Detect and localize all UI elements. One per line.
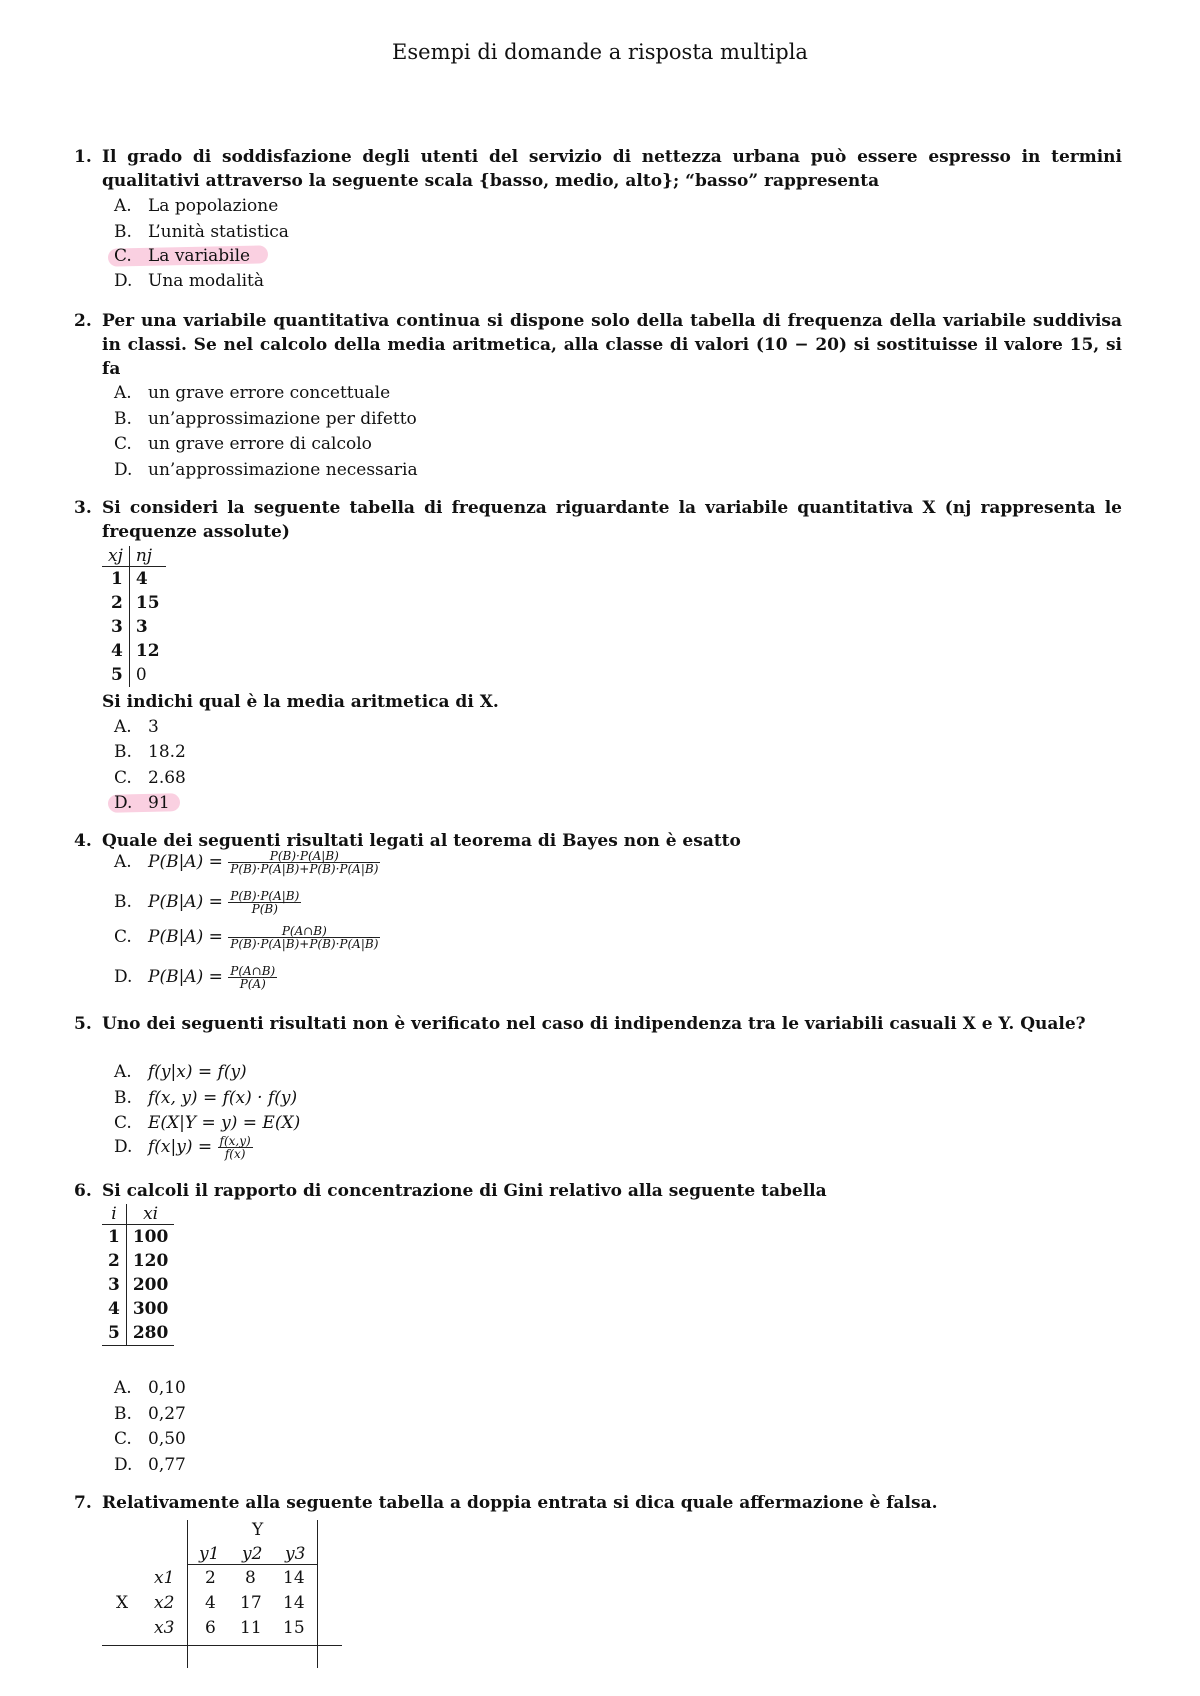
table-row: 3 200 xyxy=(102,1273,174,1297)
option-a[interactable]: A. 0,10 xyxy=(114,1378,186,1398)
table-row: 2 15 xyxy=(102,591,166,615)
question-number: 6. xyxy=(74,1181,92,1201)
table-cell: 6 xyxy=(205,1618,216,1638)
option-b[interactable]: B. L’unità statistica xyxy=(114,222,289,242)
table-row: 3 3 xyxy=(102,615,166,639)
table-cell: 17 xyxy=(240,1593,262,1613)
question-number: 3. xyxy=(74,498,92,518)
option-c[interactable]: C. un grave errore di calcolo xyxy=(114,434,372,454)
option-b[interactable]: B. f(x, y) = f(x) · f(y) xyxy=(114,1088,298,1108)
question-text: Uno dei seguenti risultati non è verificato nel caso di indipendenza tra le variabili casuali X e Y. Quale? xyxy=(102,1014,1086,1034)
option-d[interactable]: D. 0,77 xyxy=(114,1455,186,1475)
option-b[interactable]: B. 0,27 xyxy=(114,1404,186,1424)
table-row: 1 4 xyxy=(102,567,166,592)
table-cell: 14 xyxy=(283,1593,305,1613)
row-header: x1 xyxy=(154,1568,175,1588)
fraction: $\frac{P(A\cap B)}{P(B)\cdot P(A|B)+P(B̄)\cdot P(A|B̄)}$ xyxy=(230,924,379,951)
fraction: $\frac{P(B)\cdot P(A|B)}{P(B)}$ xyxy=(230,889,300,916)
table-cell: 8 xyxy=(245,1568,256,1588)
question-number: 1. xyxy=(74,147,92,167)
table-cell: 4 xyxy=(205,1593,216,1613)
option-a[interactable]: A. 3 xyxy=(114,717,159,737)
table-row: 4 300 xyxy=(102,1297,174,1321)
question-number: 5. xyxy=(74,1014,92,1034)
option-a[interactable]: A. un grave errore concettuale xyxy=(114,383,391,403)
option-c[interactable]: C. La variabile xyxy=(114,246,251,266)
col-header: y3 xyxy=(285,1544,306,1564)
table-row: 5 0 xyxy=(102,663,166,687)
question-stem: Si indichi qual è la media aritmetica di X. xyxy=(102,692,499,712)
table-cell: 15 xyxy=(283,1618,305,1638)
table-cell: 14 xyxy=(283,1568,305,1588)
question-number: 4. xyxy=(74,831,92,851)
option-d[interactable]: D. f(x|y) = $\frac{f(x,y)}{f(x)}$ xyxy=(114,1134,251,1161)
frequency-table xyxy=(102,546,166,687)
header-nj: nj xyxy=(129,546,165,567)
option-c[interactable]: C. P(B|A) = $\frac{P(A\cap B)}{P(B)\cdot P(A|B)+P(B̄)\cdot P(A|B̄)}$ xyxy=(114,924,379,951)
question-text: Si calcoli il rapporto di concentrazione di Gini relativo alla seguente tabella xyxy=(102,1181,827,1201)
page-title: Esempi di domande a risposta multipla xyxy=(392,40,808,64)
question-text: Si consideri la seguente tabella di frequenza riguardante la variabile quantitativa X (nj rappresenta le frequenze assolute) xyxy=(102,498,1122,542)
fraction: $\frac{P(A\cap B)}{P(A)}$ xyxy=(230,964,276,991)
question-text: Quale dei seguenti risultati legati al teorema di Bayes non è esatto xyxy=(102,831,741,851)
question-number: 7. xyxy=(74,1493,92,1513)
header-i: i xyxy=(102,1204,126,1225)
option-a[interactable]: A. f(y|x) = f(y) xyxy=(114,1062,247,1082)
question-text: Relativamente alla seguente tabella a doppia entrata si dica quale affermazione è falsa. xyxy=(102,1493,938,1513)
col-header: y2 xyxy=(242,1544,263,1564)
col-var-label: Y xyxy=(252,1520,264,1540)
option-a[interactable]: A. P(B|A) = $\frac{P(B)\cdot P(A|B)}{P(B)\cdot P(A|B)+P(B̄)\cdot P(A|B̄)}$ xyxy=(114,849,379,876)
table-cell: 11 xyxy=(240,1618,262,1638)
option-b[interactable]: B. P(B|A) = $\frac{P(B)\cdot P(A|B)}{P(B)}$ xyxy=(114,889,300,916)
table-row: 2 120 xyxy=(102,1249,174,1273)
fraction: $\frac{P(B)\cdot P(A|B)}{P(B)\cdot P(A|B)+P(B̄)\cdot P(A|B̄)}$ xyxy=(230,849,379,876)
option-a[interactable]: A. La popolazione xyxy=(114,196,279,216)
header-xj: xj xyxy=(102,546,129,567)
question-text: Per una variabile quantitativa continua si dispone solo della tabella di frequenza della variabile suddivisa in classi. Se nel calcolo della media aritmetica, alla classe di valori (10 − 20) si sostituisse il valore 15, si fa xyxy=(102,311,1122,379)
header-xi: xi xyxy=(126,1204,174,1225)
fraction: $\frac{f(x,y)}{f(x)}$ xyxy=(219,1134,251,1161)
table-row: 5 280 xyxy=(102,1321,174,1346)
table-row: 4 12 xyxy=(102,639,166,663)
row-var-label: X xyxy=(116,1593,129,1613)
option-d[interactable]: D. un’approssimazione necessaria xyxy=(114,460,418,480)
option-d[interactable]: D. Una modalità xyxy=(114,271,265,291)
table-cell: 2 xyxy=(205,1568,216,1588)
option-b[interactable]: B. un’approssimazione per difetto xyxy=(114,409,417,429)
row-header: x2 xyxy=(154,1593,175,1613)
table-row: 1 100 xyxy=(102,1225,174,1250)
option-c[interactable]: C. E(X|Y = y) = E(X) xyxy=(114,1113,301,1133)
col-header: y1 xyxy=(199,1544,220,1564)
question-text: Il grado di soddisfazione degli utenti del servizio di nettezza urbana può essere espresso in termini qualitativi attraverso la seguente scala {basso, medio, alto}; “basso” rappresenta xyxy=(102,147,1122,191)
option-d[interactable]: D. 91 xyxy=(114,793,170,813)
values-table xyxy=(102,1204,174,1346)
option-c[interactable]: C. 0,50 xyxy=(114,1429,186,1449)
question-number: 2. xyxy=(74,311,92,331)
double-entry-table xyxy=(102,1520,342,1680)
row-header: x3 xyxy=(154,1618,175,1638)
option-c[interactable]: C. 2.68 xyxy=(114,768,186,788)
option-b[interactable]: B. 18.2 xyxy=(114,742,186,762)
option-d[interactable]: D. P(B|A) = $\frac{P(A\cap B)}{P(A)}$ xyxy=(114,964,276,991)
